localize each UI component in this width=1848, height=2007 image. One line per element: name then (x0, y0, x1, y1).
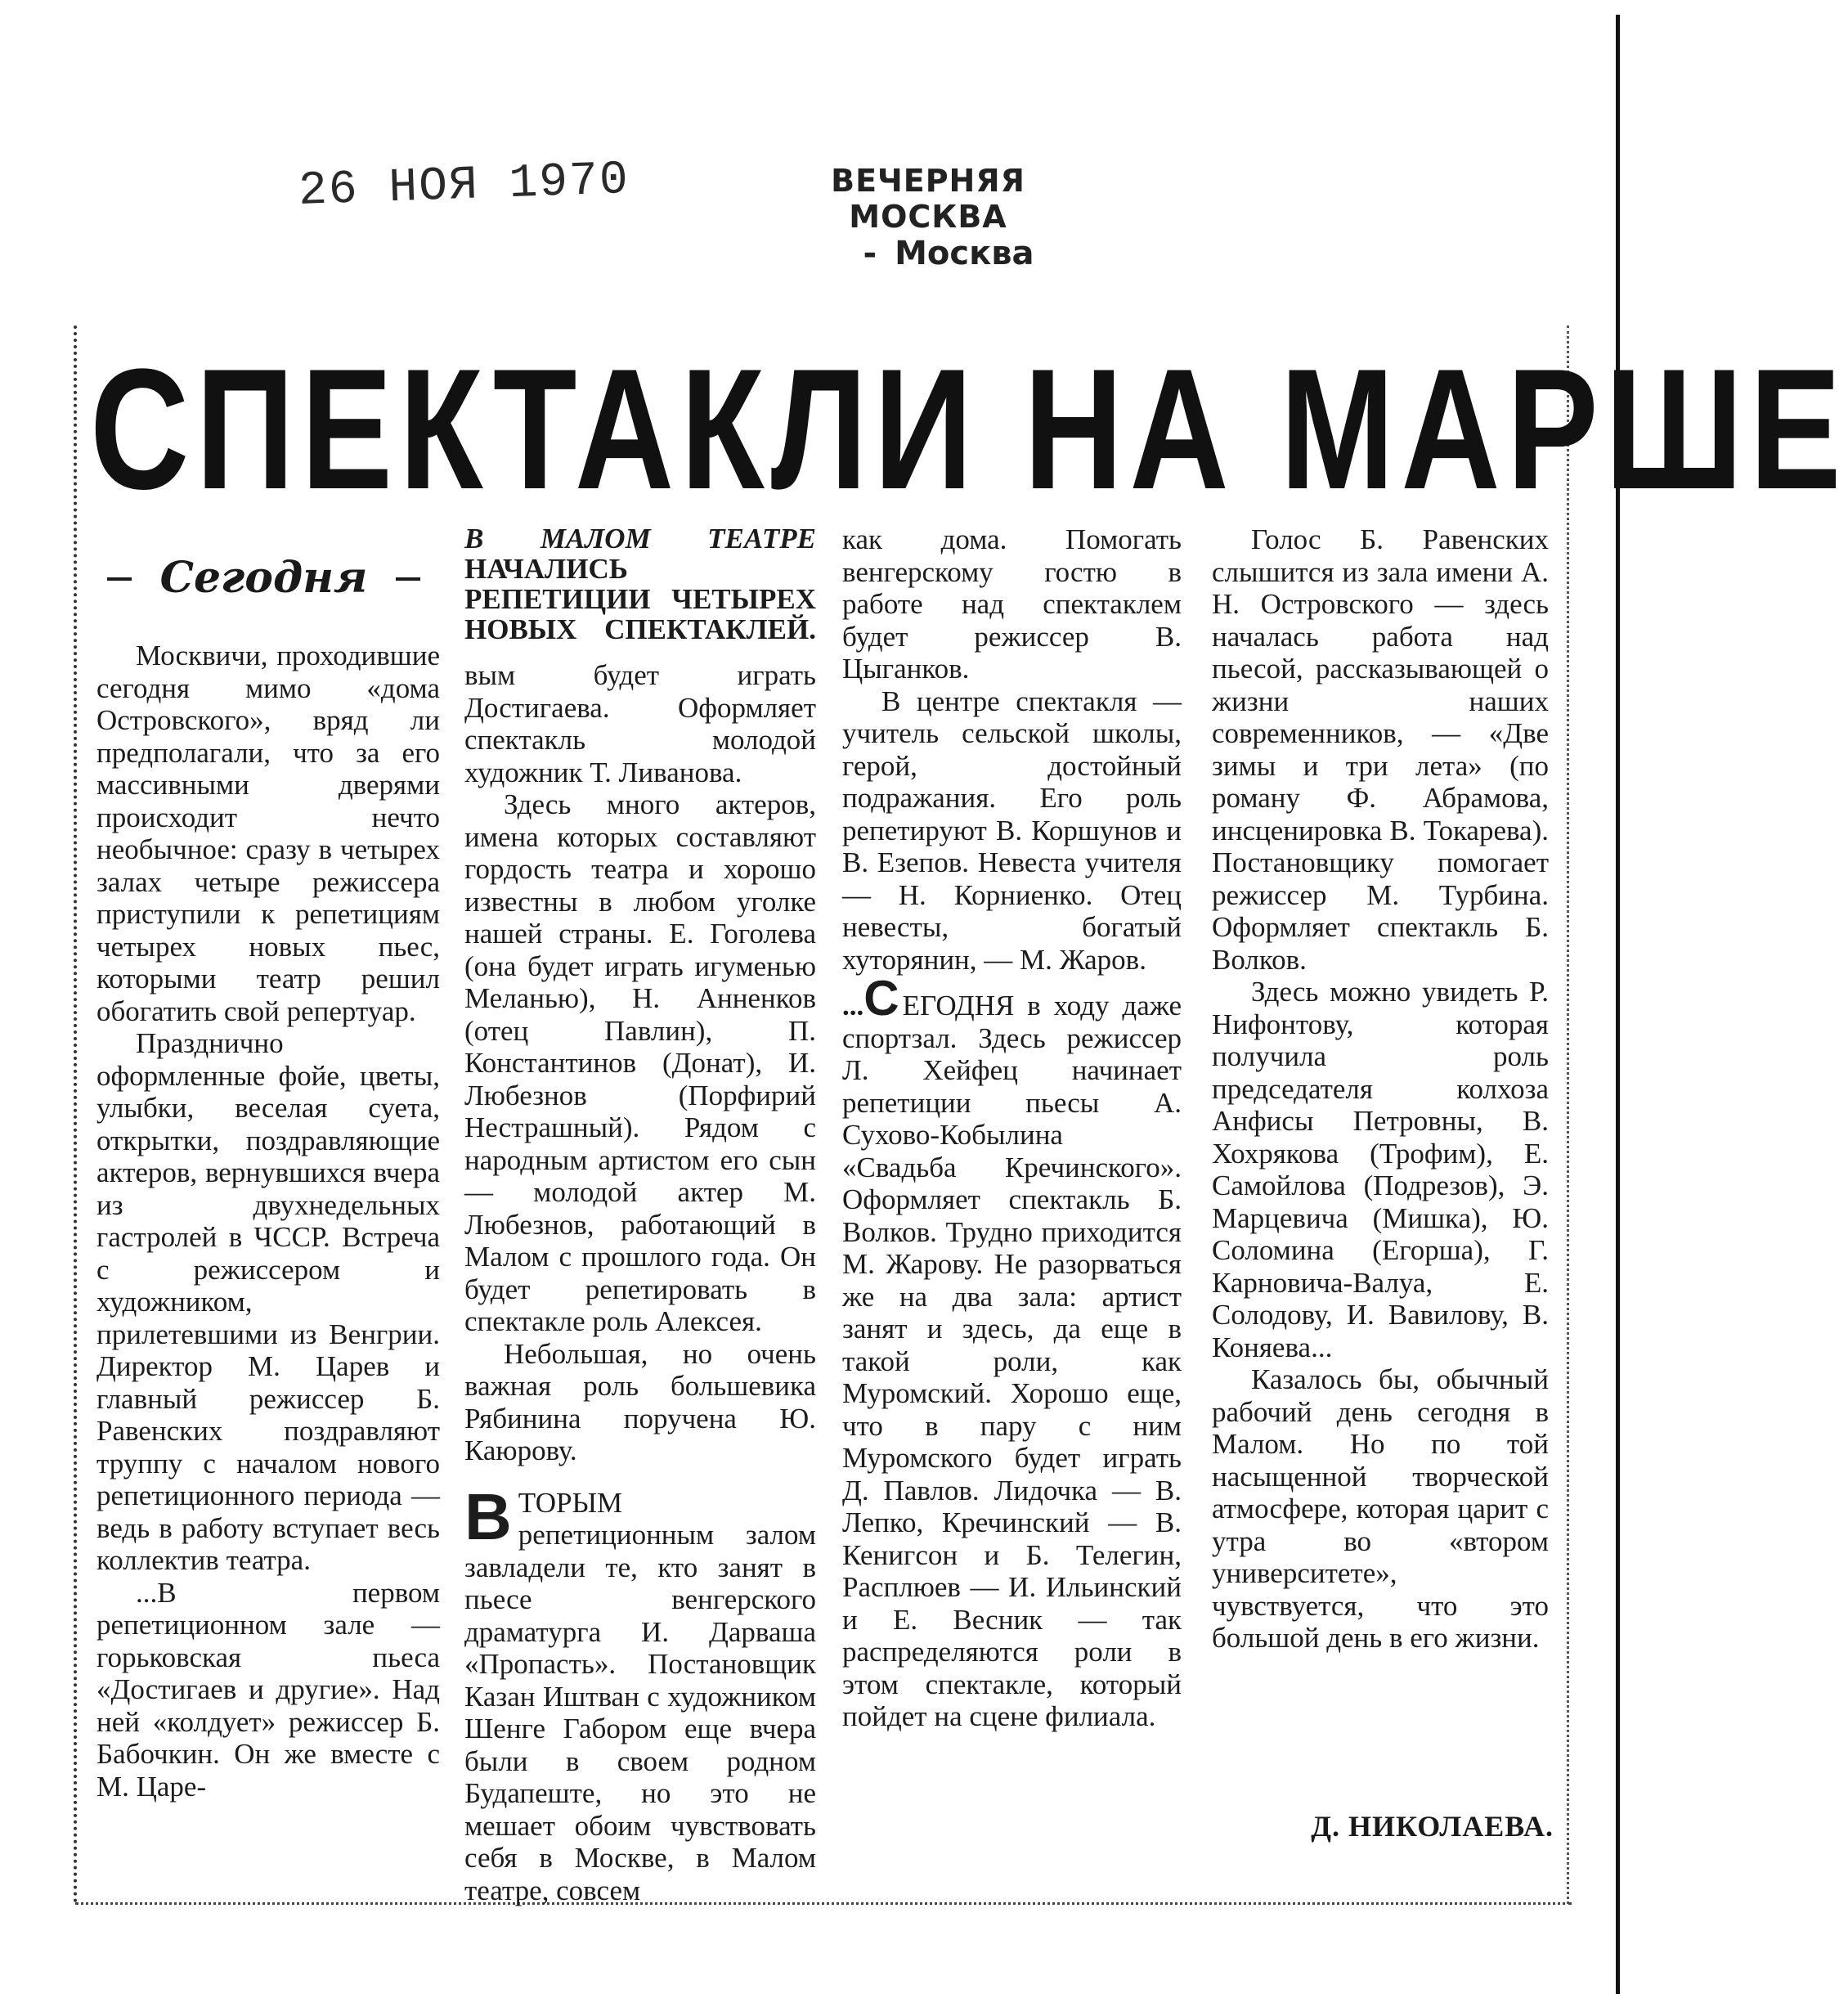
drop-cap: В (464, 1479, 512, 1553)
drop-cap: С (863, 971, 899, 1026)
paragraph: Казалось бы, обычный рабочий день сегодня в Малом. Но по той насыщенной творческой атмосфере, которая царит с утра во «втором университете», чувствуется, что это большой день в его жизни. (1212, 1363, 1549, 1654)
paragraph: ...В первом репетиционном зале — горьковская пьеса «Достигаев и другие». Над ней «колдует» режиссер Б. Бабочкин. Он же вместе с М. Царе- (96, 1576, 440, 1803)
paragraph: Празднично оформленные фойе, цветы, улыбки, веселая суета, открытки, поздравляющие актеров, вернувшихся вчера из двухнедельных гастролей в ЧССР. Встреча с режиссером и художником, прилетевшими из Венгрии. Директор М. Царев и главный режиссер Б. Равенских поздравляют труппу с началом нового репетиционного периода — ведь в работу вступает весь коллектив театра. (96, 1027, 440, 1576)
clipping-right-edge (1567, 326, 1569, 1904)
paragraph: Здесь можно увидеть Р. Нифонтову, которая получила роль председателя колхоза Анфисы Петровны, В. Хохрякова (Трофим), Е. Самойлова (Подрезов), Э. Марцевича (Мишка), Ю. Соломина (Егорша), Г. Карновича-Валуа, Е. Солодову, И. Вавилову, В. Коняева... (1212, 976, 1549, 1363)
paragraph-dropcap: ВТОРЫМ репетиционным залом завладели те, кто занят в пьесе венгерского драматурга И. Дарваша «Пропасть». Постановщик Казан Иштван с художником Шенге Габором еще вчера были в своем родном Будапеште, но это не мешает обоим чувствовать себя в Москве, в Малом театре, совсем (464, 1479, 816, 1906)
date-stamp: 26 НОЯ 1970 (297, 153, 630, 219)
paragraph: Москвичи, проходившие сегодня мимо «дома Островского», вряд ли предполагали, что за его массивными дверями происходит нечто необычное: сразу в четырех залах четыре режиссера приступили к репетициям четырех новых пьес, которыми театр решил обогатить свой репертуар. (96, 640, 440, 1027)
paragraph: как дома. Помогать венгерскому гостю в работе над спектаклем будет режиссер В. Цыганков. (842, 523, 1182, 685)
article-headline: СПЕКТАКЛИ НА МАРШЕ (90, 333, 1848, 525)
clipping-bottom-edge (75, 1902, 1572, 1905)
paragraph: Здесь много актеров, имена которых составляют гордость театра и хорошо известны в любом уголке нашей страны. Е. Гоголева (она будет играть игуменью Меланью), Н. Анненков (отец Павлин), П. Константинов (Донат), И. Любезнов (Порфирий Нестрашный). Рядом с народным артистом его сын — молодой актер М. Любезнов, работающий в Малом с прошлого года. Он будет репетировать в спектакле роль Алексея. (464, 788, 816, 1337)
article-column-2 (464, 523, 816, 1906)
paragraph: В центре спектакля — учитель сельской школы, герой, достойный подражания. Его роль репетируют В. Коршунов и В. Езепов. Невеста учителя — Н. Корниенко. Отец невесты, богатый хуторянин, — М. Жаров. (842, 685, 1182, 976)
paragraph: Небольшая, но очень важная роль большевика Рябинина поручена Ю. Каюрову. (464, 1337, 816, 1466)
newspaper-stamp (773, 164, 1083, 272)
rubric-label: Сегодня (102, 550, 425, 607)
page-right-edge (1616, 15, 1620, 1994)
paragraph-dropcap: ...С ЕГОДНЯ в ходу даже спортзал. Здесь режиссер Л. Хейфец начинает репетиции пьесы А. Сухово-Кобылина «Свадьба Кречинского». Оформляет спектакль Б. Волков. Трудно приходится М. Жарову. Не разорваться же на два зала: артист занят и здесь, да еще в такой роли, как Муромский. Хорошо еще, что в пару с ним Муромского будет играть Д. Павлов. Лидочка — В. Лепко, Кречинский — В. Кенигсон и Б. Телегин, Расплюев — И. Ильинский и Е. Весник — так распределяются роли в этом спектакле, который пойдет на сцене филиала. (842, 971, 1182, 1732)
paragraph: Голос Б. Равенских слышится из зала имени А. Н. Островского — здесь началась работа над пьесой, рассказывающей о жизни наших современников, — «Две зимы и три лета» (по роману Ф. Абрамова, инсценировка В. Токарева). Постановщику помогает режиссер М. Турбина. Оформляет спектакль Б. Волков. (1212, 523, 1549, 976)
author-signature: Д. НИКОЛАЕВА. (1311, 1810, 1554, 1843)
newspaper-city: - Москва (863, 235, 1034, 273)
paragraph: вым будет играть Достигаева. Оформляет спектакль молодой художник Т. Ливанова. (464, 659, 816, 788)
article-column-4 (1212, 523, 1549, 1655)
newspaper-name: ВЕЧЕРНЯЯ МОСКВА (831, 163, 1025, 235)
clipping-left-edge (74, 326, 82, 1904)
article-subheading: В МАЛОМ ТЕАТРЕ НАЧАЛИСЬ РЕПЕТИЦИИ ЧЕТЫРЕХ НОВЫХ СПЕКТАКЛЕЙ. (464, 523, 816, 645)
article-column-1 (96, 640, 440, 1803)
article-column-3 (842, 523, 1182, 1733)
